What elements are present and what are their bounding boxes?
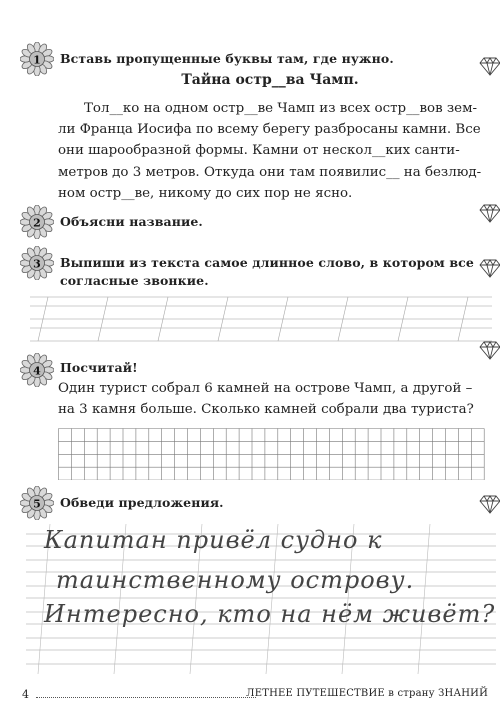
story-line: они шарообразной формы. Камни от нескол__ких санти- (58, 143, 460, 159)
story-title: Тайна остр__ва Чамп. (181, 72, 359, 88)
task-3-instruction-line: согласные звонкие. (60, 273, 209, 288)
story-line: метров до 3 метров. Откуда они там появилис__ на безлюд- (58, 164, 482, 180)
task-number-badge (20, 205, 54, 239)
story-line: Тол__ко на одном остр__ве Чамп из всех остр__вов зем- (84, 101, 478, 116)
book-title: ЛЕТНЕЕ ПУТЕШЕСТВИЕ в страну ЗНАНИЙ (246, 688, 488, 699)
svg-text:2: 2 (33, 216, 41, 230)
story-line: ном остр__ве, никому до сих пор не ясно. (58, 185, 353, 201)
graph-paper-grid[interactable] (58, 428, 492, 480)
problem-line: Один турист собрал 6 камней на острове Чамп, а другой – (58, 381, 473, 396)
cursive-sentence[interactable]: Интересно, кто на нём живёт? (44, 600, 496, 628)
problem-line: на 3 камня больше. Сколько камней собрали два туриста? (58, 402, 474, 418)
writing-lines-area[interactable] (30, 294, 492, 344)
page-number: 4 (22, 688, 29, 701)
footer-dotted-leader (36, 697, 256, 698)
task-number-badge (20, 353, 54, 387)
story-text (58, 98, 482, 204)
gem-icon (478, 494, 500, 514)
task-2-instruction: Объясни название. (60, 214, 203, 229)
cursive-sentence[interactable]: таинственному острову. (56, 566, 415, 594)
task-1-instruction: Вставь пропущенные буквы там, где нужно. (60, 51, 394, 66)
task-number-badge (20, 42, 54, 76)
svg-text:3: 3 (33, 257, 41, 271)
problem-text (58, 378, 478, 420)
gem-icon (478, 258, 500, 278)
task-number-badge (20, 486, 54, 520)
svg-text:1: 1 (33, 53, 41, 67)
svg-text:4: 4 (33, 364, 41, 378)
svg-text:5: 5 (33, 497, 41, 511)
task-4-instruction: Посчитай! (60, 360, 138, 375)
cursive-sentence[interactable]: Капитан привёл судно к (44, 526, 383, 554)
gem-icon (478, 340, 500, 360)
task-5-instruction: Обведи предложения. (60, 495, 224, 510)
task-3-instruction-line: Выпиши из текста самое длинное слово, в котором все (60, 255, 474, 270)
task-number-badge (20, 246, 54, 280)
story-line: ли Франца Иосифа по всему берегу разбросаны камни. Все (58, 122, 481, 138)
gem-icon (478, 203, 500, 223)
task-3-instruction (60, 254, 474, 290)
